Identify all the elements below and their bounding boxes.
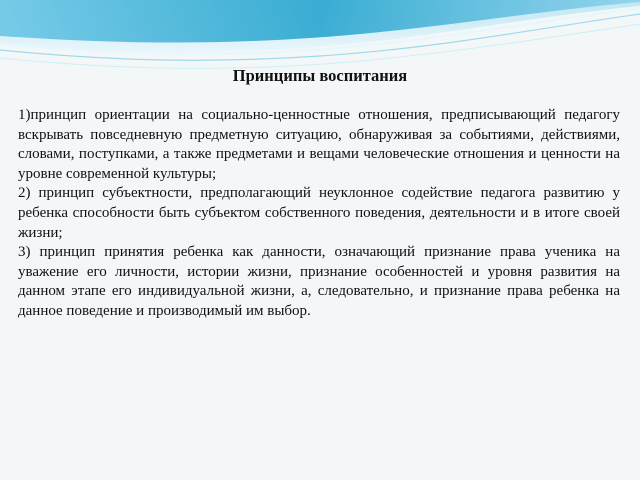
principle-1: 1)принцип ориентации на социально-ценностные отношения, предписывающий педагогу вскрывать повседневную предметную ситуацию, обнаруживая за событиями, действиями, словами, поступками, а также предметами и вещами человеческие отношения и ценности на уровне современной культуры; (18, 107, 620, 182)
slide-title: Принципы воспитания (232, 66, 408, 85)
principle-2: 2) принцип субъектности, предполагающий неуклонное содействие педагога развитию у ребенка способности быть субъектом собственного поведения, деятельности и в итоге своей жизни; (18, 185, 620, 241)
principle-3: 3) принцип принятия ребенка как данности, означающий признание права ученика на уважение его личности, истории жизни, признание особенностей и уровня развития на данном этапе его индивидуальной жизни, а, следовательно, и признание права ребенка на данное поведение и производимый им выбор. (18, 244, 620, 319)
principles-text (18, 106, 620, 322)
